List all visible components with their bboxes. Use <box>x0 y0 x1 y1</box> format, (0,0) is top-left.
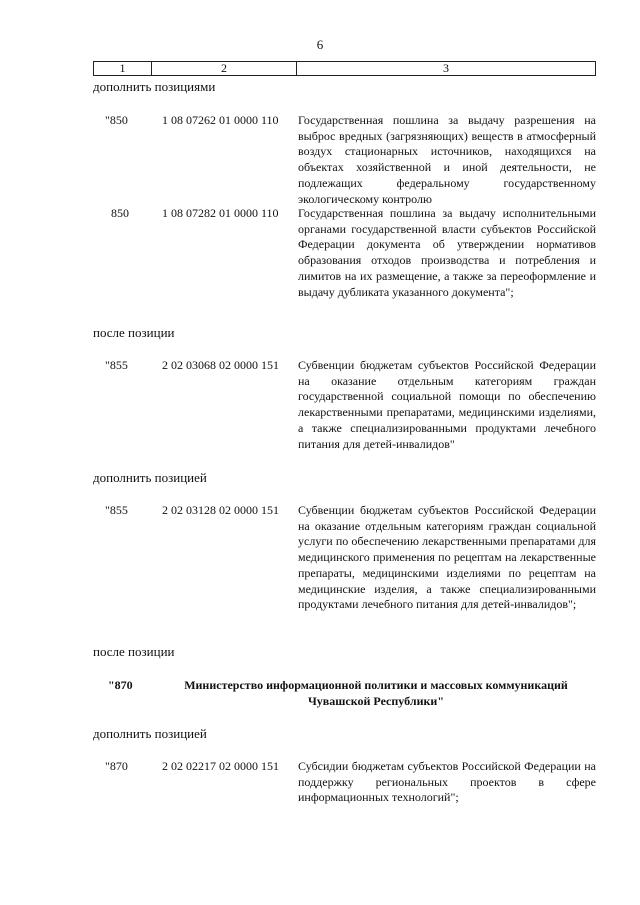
page-number: 6 <box>316 37 324 52</box>
instruction-add-position: дополнить позицией <box>93 470 207 485</box>
column-header-3: 3 <box>443 61 449 75</box>
admin-code: "855 <box>105 358 128 372</box>
admin-code: "855 <box>105 503 128 517</box>
budget-code: 2 02 02217 02 0000 151 <box>162 759 279 773</box>
column-header-2: 2 <box>152 62 297 75</box>
budget-code: 2 02 03068 02 0000 151 <box>162 358 279 372</box>
ministry-code: "870 <box>108 678 133 692</box>
budget-code: 1 08 07282 01 0000 110 <box>162 206 279 220</box>
budget-code: 1 08 07262 01 0000 110 <box>162 113 279 127</box>
admin-code: 850 <box>111 206 129 220</box>
row-description: Субвенции бюджетам субъектов Российской Федерации на оказание отдельным категориям граждан государственной социальной помощи по обеспечению лекарственными препаратами, медицинскими изделиями, а также специализированными продуктами лечебного питания для детей-инвалидов" <box>298 358 596 451</box>
instruction-after-position: после позиции <box>93 644 175 659</box>
instruction-add-position: дополнить позицией <box>93 726 207 741</box>
admin-code: "850 <box>105 113 128 127</box>
instruction-after-position: после позиции <box>93 325 175 340</box>
instruction-add-positions: дополнить позициями <box>93 79 216 94</box>
budget-code: 2 02 03128 02 0000 151 <box>162 503 279 517</box>
admin-code: "870 <box>105 759 128 773</box>
row-description: Государственная пошлина за выдачу разрешения на выброс вредных (загрязняющих) веществ в атмосферный воздух стационарных источников, находящихся на объектах хозяйственной и иной деятельности, не подлежащих федеральному государственному экологическому контролю <box>298 113 596 206</box>
row-description: Государственная пошлина за выдачу исполнительными органами государственной власти субъектов Российской Федерации документа об утверждении нормативов образования отходов производства и потребления и лимитов на их размещение, а также за переоформление и выдачу дубликата указанного документа"; <box>298 206 596 299</box>
row-description: Субвенции бюджетам субъектов Российской Федерации на оказание отдельным категориям граждан социальной услуги по обеспечению лекарственными препаратами для медицинского применения по рецептам на лекарственные препараты, медицинскими изделиями по рецептам на медицинские изделия, а также специализированными продуктами лечебного питания для детей-инвалидов"; <box>298 503 596 612</box>
column-header-row <box>93 61 596 76</box>
column-header-1: 1 <box>94 62 152 75</box>
ministry-title: Министерство информационной политики и массовых коммуникаций Чувашской Республики" <box>184 678 568 708</box>
row-description: Субсидии бюджетам субъектов Российской Федерации на поддержку региональных проектов в сфере информационных технологий"; <box>298 759 596 805</box>
